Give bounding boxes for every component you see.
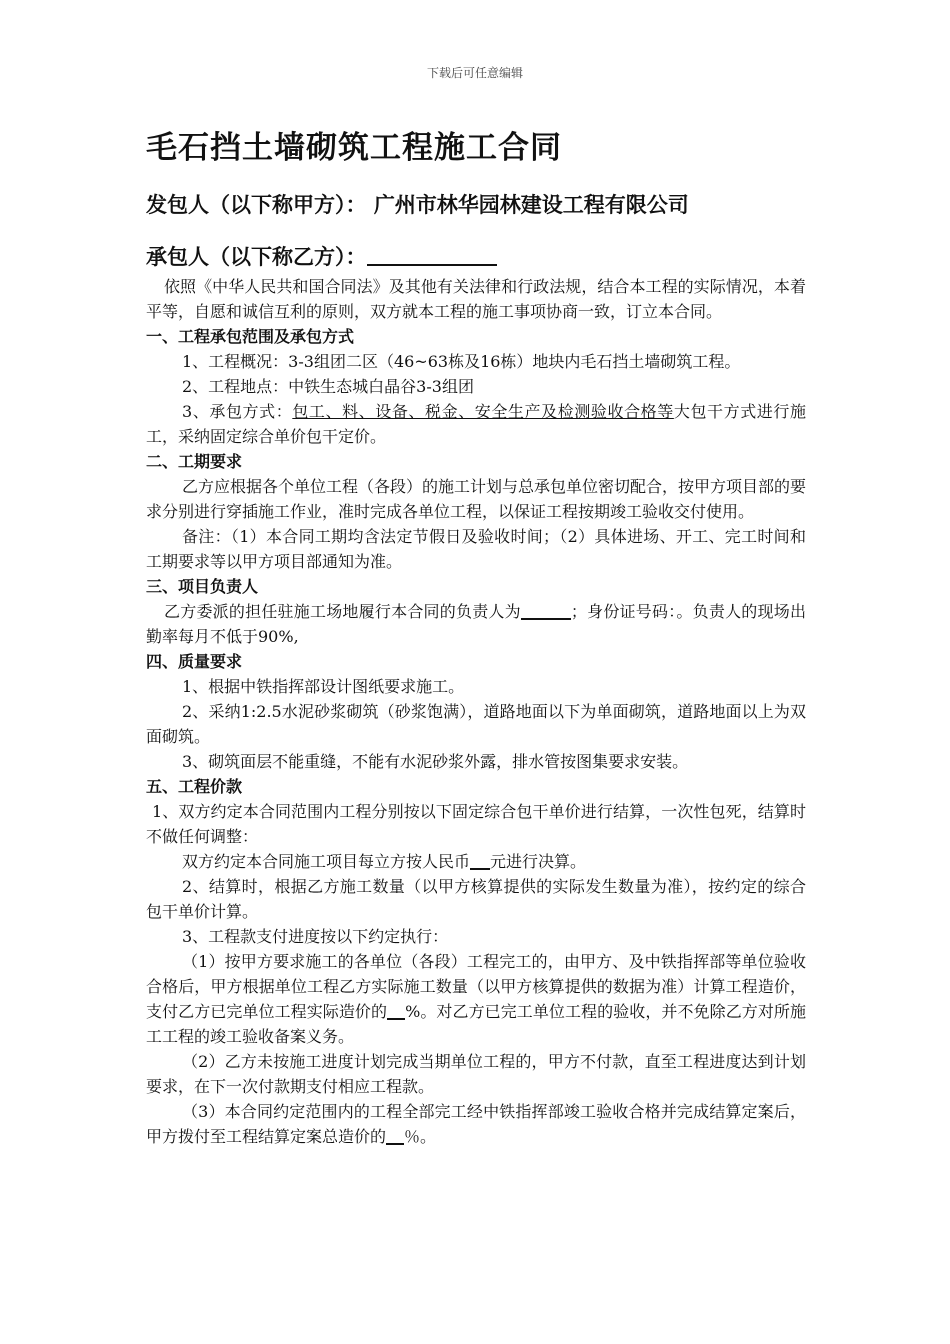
- section5-sub1: [146, 949, 806, 1049]
- party-a-name: 广州市林华园林建设工程有限公司: [373, 192, 689, 217]
- section5-item3: 3、工程款支付进度按以下约定执行：: [182, 927, 449, 946]
- party-b-blank: [367, 242, 497, 266]
- section1-item3-suffix: 大包干方式进行施工，采纳固定综合单价包干定价。: [146, 402, 806, 446]
- section1-item3: [146, 399, 806, 449]
- section5-sub3: [146, 1099, 806, 1149]
- document-title: 毛石挡土墙砌筑工程施工合同: [146, 130, 562, 166]
- manager-name-blank: [521, 600, 571, 620]
- sub3-percent-blank: [386, 1125, 404, 1145]
- intro-paragraph: 依照《中华人民共和国合同法》及其他有关法律和行政法规，结合本工程的实际情况，本着平等，自愿和诚信互利的原则，双方就本工程的施工事项协商一致，订立本合同。: [146, 277, 806, 321]
- unit-price-suffix: 元进行决算。: [490, 852, 587, 871]
- section3-prefix: 乙方委派的担任驻施工场地履行本合同的负责人为: [164, 602, 521, 621]
- section3-suffix: 。负责人的现场出勤率每月不低于90%,: [146, 602, 806, 646]
- section5-item2: 2、结算时，根据乙方施工数量（以甲方核算提供的实际发生数量为准），按约定的综合包干单价计算。: [146, 877, 806, 921]
- section5-item1: 1、双方约定本合同范围内工程分别按以下固定综合包干单价进行结算，一次性包死，结算时不做任何调整：: [146, 802, 806, 846]
- section4-heading: 四、质量要求: [146, 652, 243, 671]
- section2-heading: 二、工期要求: [146, 452, 243, 471]
- party-a-line: [146, 188, 806, 222]
- section1-item3-underlined: 包工、料、设备、税金、安全生产及检测验收合格等: [292, 402, 674, 421]
- section2-para1: 乙方应根据各个单位工程（各段）的施工计划与总承包单位密切配合，按甲方项目部的要求分别进行穿插施工作业，准时完成各单位工程，以保证工程按期竣工验收交付使用。: [146, 477, 807, 521]
- sub1-percent-blank: [387, 1000, 405, 1020]
- section5-sub2: （2）乙方未按施工进度计划完成当期单位工程的，甲方不付款，直至工程进度达到计划要求，在下一次付款期支付相应工程款。: [146, 1052, 806, 1096]
- party-b-line: [146, 240, 806, 274]
- sub1-suffix: %。对乙方已完工单位工程的验收，并不免除乙方对所施工工程的竣工验收备案义务。: [146, 1002, 806, 1046]
- section5-item1-detail: [146, 849, 806, 874]
- section4-item2: 2、采纳1:2.5水泥砂浆砌筑（砂浆饱满），道路地面以下为单面砌筑，道路地面以上为双面砌筑。: [146, 702, 806, 746]
- sub3-suffix: ％。: [404, 1127, 437, 1146]
- sub3-prefix: （3）本合同约定范围内的工程全部完工经中铁指挥部竣工验收合格并完成结算定案后，甲方拨付至工程结算定案总造价的: [146, 1102, 806, 1146]
- section1-item1: 1、工程概况：3-3组团二区（46~63栋及16栋）地块内毛石挡土墙砌筑工程。: [182, 352, 741, 371]
- sub1-prefix: （1）按甲方要求施工的各单位（各段）工程完工的，由甲方、及中铁指挥部等单位验收合格后，甲方根据单位工程乙方实际施工数量（以甲方核算提供的数据为准）计算工程造价，支付乙方已完单位工程实际造价的: [146, 952, 806, 1021]
- document-body: [146, 126, 806, 1149]
- section3-heading: 三、项目负责人: [146, 577, 259, 596]
- section3-para: [146, 599, 806, 649]
- party-b-label: 承包人（以下称乙方）：: [146, 244, 367, 269]
- section3-middle: ；身份证号码：: [570, 602, 677, 621]
- page-header-note: 下载后可任意编辑: [426, 66, 523, 80]
- unit-price-blank: [470, 850, 490, 870]
- party-a-label: 发包人（以下称甲方）：: [146, 192, 367, 217]
- section4-item3: 3、砌筑面层不能重缝，不能有水泥砂浆外露，排水管按图集要求安装。: [182, 752, 689, 771]
- section1-item3-prefix: 3、承包方式：: [182, 402, 293, 421]
- section2-para2: 备注：（1）本合同工期均含法定节假日及验收时间；（2）具体进场、开工、完工时间和工期要求等以甲方项目部通知为准。: [146, 527, 806, 571]
- section1-heading: 一、工程承包范围及承包方式: [146, 327, 355, 346]
- section1-item2: 2、工程地点：中铁生态城白晶谷3-3组团: [182, 377, 474, 396]
- section5-heading: 五、工程价款: [146, 777, 243, 796]
- section4-item1: 1、根据中铁指挥部设计图纸要求施工。: [182, 677, 465, 696]
- unit-price-prefix: 双方约定本合同施工项目每立方按人民币: [182, 852, 471, 871]
